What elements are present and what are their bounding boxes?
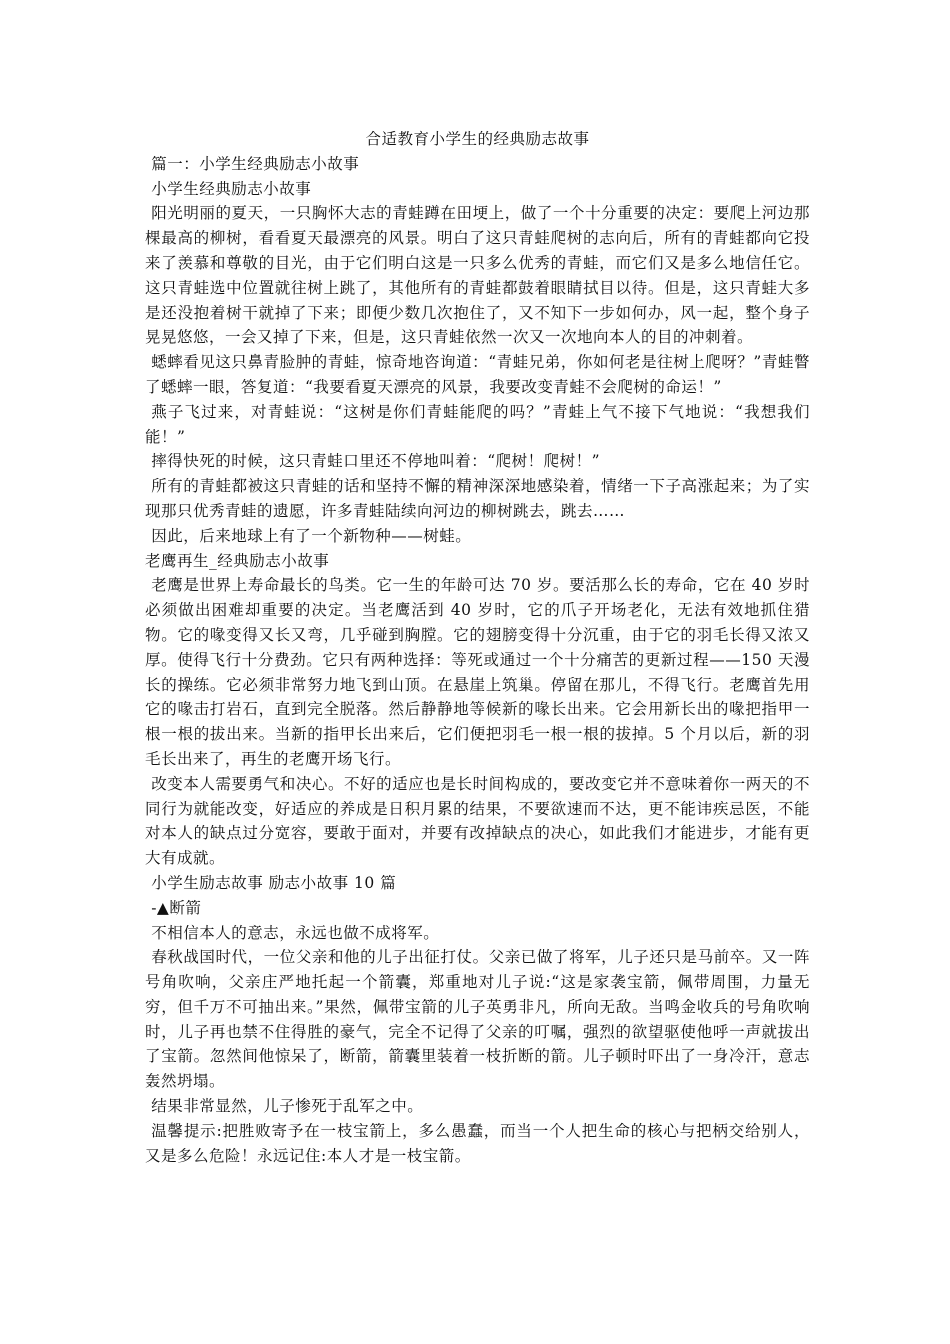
section-subheading: 小学生经典励志小故事 [151,179,312,198]
paragraph: 不相信本人的意志，永远也做不成将军。 [151,923,440,942]
paragraph: 老鹰是世界上寿命最长的鸟类。它一生的年龄可达 70 岁。要活那么长的寿命，它在 40 岁时必须做出困难却重要的决定。当老鹰活到 40 岁时，它的爪子开场老化，无法有效地抓住猎物。它的喙变得又长又弯，几乎碰到胸膛。它的翅膀变得十分沉重，由于它的羽毛长得又浓又厚。使得飞行十分费劲。它只有两种选择：等死或通过一个十分痛苦的更新过程——150 天漫长的操练。它必须非常努力地飞到山顶。在悬崖上筑巢。停留在那儿，不得飞行。老鹰首先用它的喙击打岩石，直到完全脱落。然后静静地等候新的喙长出来。它会用新长出的喙把指甲一根一根的拔出来。当新的指甲长出来后，它们便把羽毛一根一根的拔掉。5 个月以后，新的羽毛长出来了，再生的老鹰开场飞行。 [145,576,810,768]
document-body [145,127,810,1168]
paragraph: 春秋战国时代，一位父亲和他的儿子出征打仗。父亲已做了将军，儿子还只是马前卒。又一阵号角吹响，父亲庄严地托起一个箭囊，郑重地对儿子说:“这是家袭宝箭，佩带周围，力量无穷，但千万不可抽出来。”果然，佩带宝箭的儿子英勇非凡，所向无敌。当鸣金收兵的号角吹响时，儿子再也禁不住得胜的豪气，完全不记得了父亲的叮嘱，强烈的欲望驱使他呼一声就拔出了宝箭。忽然间他惊呆了，断箭，箭囊里装着一枝折断的箭。儿子顿时吓出了一身冷汗，意志轰然坍塌。 [145,948,810,1091]
paragraph: 所有的青蛙都被这只青蛙的话和坚持不懈的精神深深地感染着，情绪一下子高涨起来；为了实现那只优秀青蛙的遗愿，许多青蛙陆续向河边的柳树跳去，跳去…… [145,477,810,520]
section-heading: 篇一：小学生经典励志小故事 [151,154,360,173]
section-heading: 小学生励志故事 励志小故事 10 篇 [151,873,397,892]
paragraph: 因此，后来地球上有了一个新物种——树蛙。 [151,526,472,545]
paragraph: 结果非常显然，儿子惨死于乱军之中。 [151,1097,424,1116]
paragraph: 摔得快死的时候，这只青蛙口里还不停地叫着：“爬树！爬树！” [151,452,601,471]
paragraph: 蟋蟀看见这只鼻青脸肿的青蛙，惊奇地咨询道：“青蛙兄弟，你如何老是往树上爬呀？”青蛙瞥了蟋蟀一眼，答复道：“我要看夏天漂亮的风景，我要改变青蛙不会爬树的命运！” [145,353,810,396]
section-heading: 老鹰再生_经典励志小故事 [145,551,330,570]
paragraph: 阳光明丽的夏天，一只胸怀大志的青蛙蹲在田埂上，做了一个十分重要的决定：要爬上河边那棵最高的柳树，看看夏天最漂亮的风景。明白了这只青蛙爬树的志向后，所有的青蛙都向它投来了羡慕和尊敬的目光，由于它们明白这是一只多么优秀的青蛙，而它们又是多么地信任它。这只青蛙选中位置就往树上跳了，其他所有的青蛙都鼓着眼睛拭目以待。但是，这只青蛙大多是还没抱着树干就掉了下来；即便少数几次抱住了，又不知下一步如何办，风一起，整个身子晃晃悠悠，一会又掉了下来，但是，这只青蛙依然一次又一次地向本人的目的冲刺着。 [145,204,810,347]
paragraph: 温馨提示:把胜败寄予在一枝宝箭上，多么愚蠢，而当一个人把生命的核心与把柄交给别人，又是多么危险！永远记住:本人才是一枝宝箭。 [145,1121,810,1165]
paragraph: 改变本人需要勇气和决心。不好的适应也是长时间构成的，要改变它并不意味着你一两天的不同行为就能改变，好适应的养成是日积月累的结果，不要欲速而不达，更不能讳疾忌医，不能对本人的缺点过分宽容，要敢于面对，并要有改掉缺点的决心，如此我们才能进步，才能有更大有成就。 [145,774,810,868]
paragraph: 燕子飞过来，对青蛙说：“这树是你们青蛙能爬的吗？”青蛙上气不接下气地说：“我想我们能！” [145,402,810,446]
story-heading: -▲断箭 [151,898,202,917]
document-title: 合适教育小学生的经典励志故事 [365,130,590,148]
